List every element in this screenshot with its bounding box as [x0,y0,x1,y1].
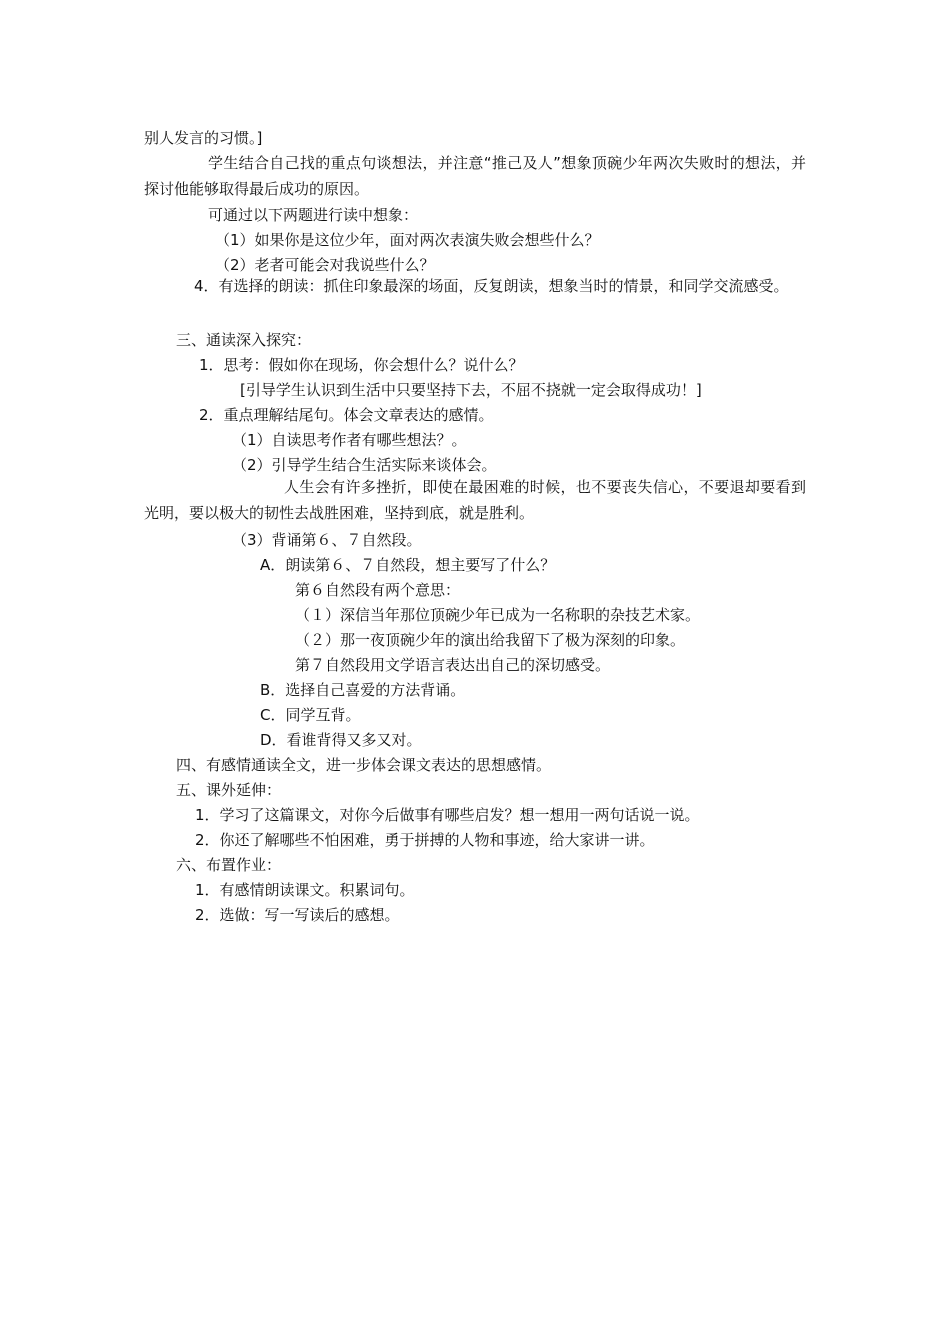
question-1: （1）如果你是这位少年，面对两次表演失败会想些什么？ [215,231,600,249]
item-3-2-2: （2）引导学生结合生活实际来谈体会。 [232,456,497,474]
section-6-heading: 六、布置作业： [176,856,282,874]
item-d: D．看谁背得又多又对。 [260,731,422,749]
item-b: B．选择自己喜爱的方法背诵。 [260,681,466,699]
item-3-1: 1．思考：假如你在现场，你会想什么？说什么？ [199,356,524,374]
para-7-summary: 第７自然段用文学语言表达出自己的深切感受。 [295,656,611,674]
para-6-point-1: （１）深信当年那位顶碗少年已成为一名称职的杂技艺术家。 [295,606,701,624]
item-3-2: 2．重点理解结尾句。体会文章表达的感情。 [199,406,494,424]
item-3-2-3: （3）背诵第６、７自然段。 [232,531,422,549]
item-a: A．朗读第６、７自然段，想主要写了什么？ [260,556,556,574]
item-3-2-1: （1）自读思考作者有哪些想法？。 [232,431,467,449]
para-6-point-2: （２）那一夜顶碗少年的演出给我留下了极为深刻的印象。 [295,631,686,649]
section-4-heading: 四、有感情通读全文，进一步体会课文表达的思想感情。 [176,756,552,774]
item-6-2: 2．选做：写一写读后的感想。 [195,906,400,924]
paragraph-selective-reading: 4．有选择的朗读：抓住印象最深的场面，反复朗读，想象当时的情景，和同学交流感受。 [194,277,789,295]
paragraph-life-setbacks: 人生会有许多挫折，即使在最困难的时候，也不要丧失信心，不要退却要看到光明，要以极大的韧性去战胜困难，坚持到底，就是胜利。 [144,478,806,522]
paragraph-key-sentences: 学生结合自己找的重点句谈想法，并注意“推己及人”想象顶碗少年两次失败时的想法，并探讨他能够取得最后成功的原因。 [144,154,806,198]
guide-note: [引导学生认识到生活中只要坚持下去，不屈不挠就一定会取得成功！] [240,381,702,399]
text-line-3: 可通过以下两题进行读中想象： [208,206,419,224]
section-3-heading: 三、通读深入探究： [176,331,312,349]
item-5-1: 1．学习了这篇课文，对你今后做事有哪些启发？想一想用一两句话说一说。 [195,806,700,824]
item-5-2: 2．你还了解哪些不怕困难，勇于拼搏的人物和事迹，给大家讲一讲。 [195,831,655,849]
para-6-intro: 第６自然段有两个意思： [295,581,461,599]
question-2: （2）老者可能会对我说些什么？ [215,256,435,274]
item-6-1: 1．有感情朗读课文。积累词句。 [195,881,415,899]
section-5-heading: 五、课外延伸： [176,781,282,799]
text-line-1: 别人发言的习惯。] [144,129,263,147]
item-c: C．同学互背。 [260,706,361,724]
